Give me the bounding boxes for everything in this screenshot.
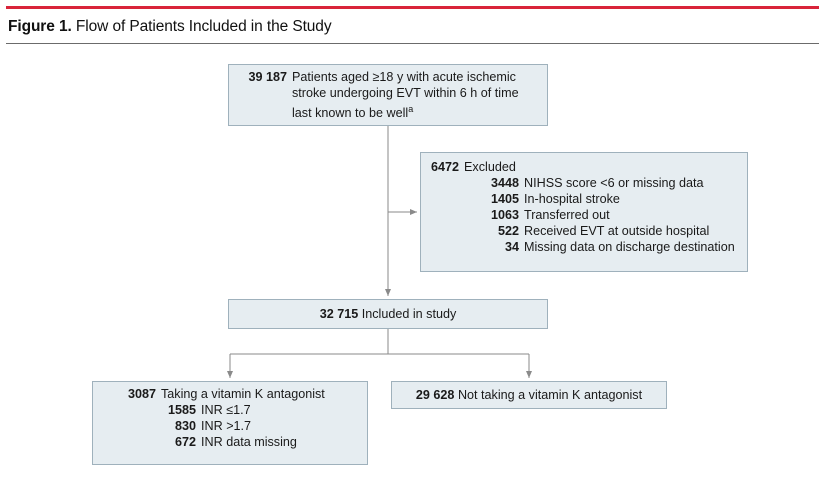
box-vka bbox=[92, 381, 368, 465]
eligible-footnote: a bbox=[408, 104, 414, 114]
box-eligible-patients bbox=[228, 64, 548, 126]
no-vka-label: Not taking a vitamin K antagonist bbox=[457, 388, 643, 402]
excluded-count: 6472 bbox=[431, 160, 460, 174]
excluded-reason: 1063 Transferred out bbox=[490, 208, 610, 222]
box-included bbox=[228, 299, 548, 329]
no-vka-count: 29 628 bbox=[415, 388, 455, 402]
eligible-line-3: last known to be well bbox=[292, 106, 409, 121]
figure-label: Figure 1. bbox=[8, 18, 72, 35]
excluded-reason: 522 Received EVT at outside hospital bbox=[497, 224, 710, 238]
figure-title-text: Flow of Patients Included in the Study bbox=[75, 18, 332, 35]
vka-subgroup: 1585 INR ≤1.7 bbox=[167, 403, 251, 417]
excluded-reason: 3448 NIHSS score <6 or missing data bbox=[490, 176, 704, 190]
box-no-vka bbox=[391, 381, 667, 409]
included-label: Included in study bbox=[361, 307, 457, 321]
box-excluded bbox=[420, 152, 748, 272]
vka-subgroup: 672 INR data missing bbox=[174, 435, 297, 449]
excluded-reason: 34 Missing data on discharge destination bbox=[504, 240, 735, 254]
excluded-label: Excluded bbox=[464, 160, 516, 174]
excluded-reason: 1405 In-hospital stroke bbox=[490, 192, 620, 206]
eligible-line-2: stroke undergoing EVT within 6 h of time bbox=[292, 86, 519, 100]
vka-label: Taking a vitamin K antagonist bbox=[161, 387, 325, 401]
eligible-count: 39 187 bbox=[248, 70, 287, 84]
vka-count: 3087 bbox=[127, 387, 156, 401]
eligible-line-1: Patients aged ≥18 y with acute ischemic bbox=[292, 70, 516, 84]
included-count: 32 715 bbox=[319, 307, 359, 321]
vka-subgroup: 830 INR >1.7 bbox=[174, 419, 252, 433]
